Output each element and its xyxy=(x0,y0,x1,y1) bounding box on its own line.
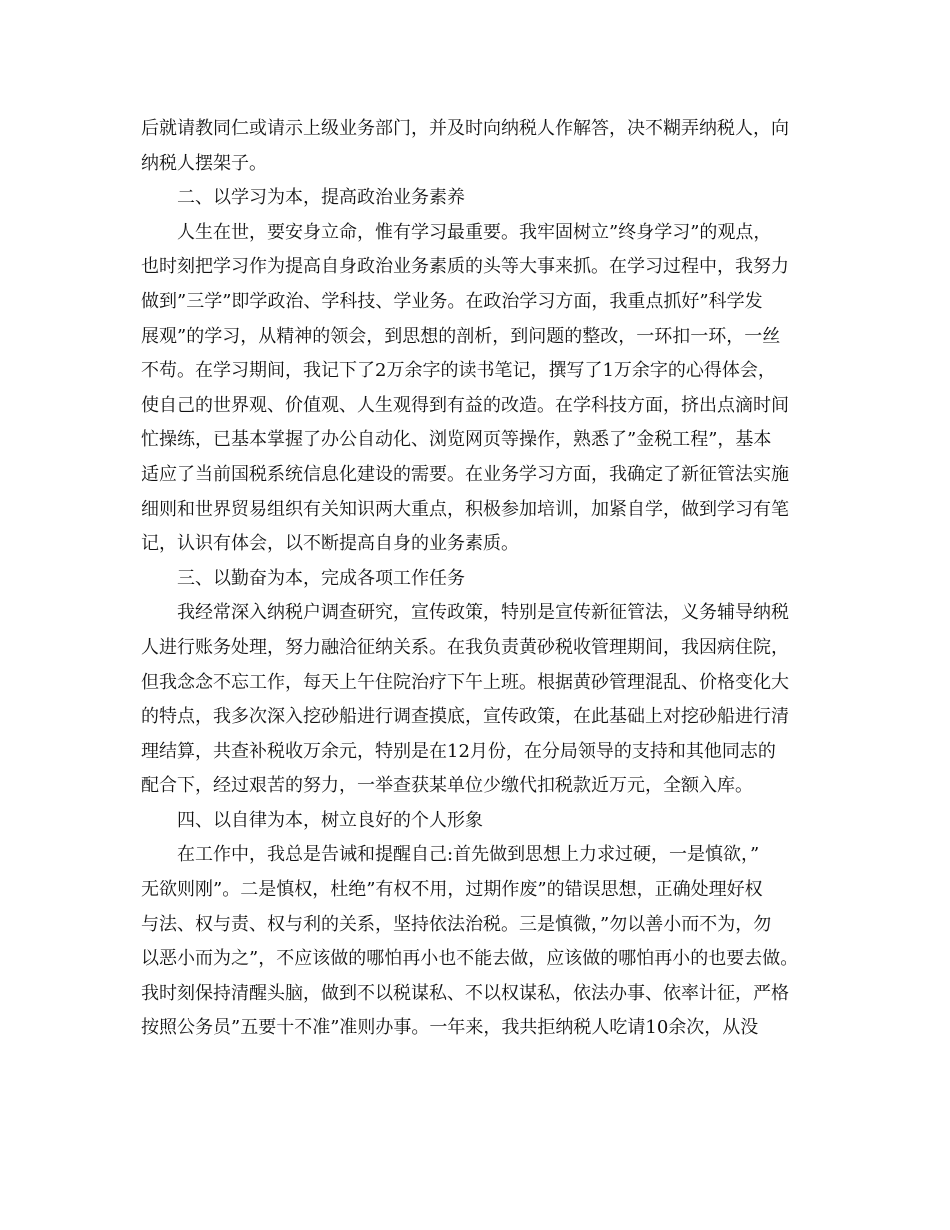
text-line: 人进行账务处理，努力融洽征纳关系。在我负责黄砂税收管理期间，我因病住院， xyxy=(141,636,789,658)
text-line: 理结算，共查补税收万余元，特别是在12月份，在分局领导的支持和其他同志的 xyxy=(141,740,776,762)
paragraph-start-line: 三、以勤奋为本，完成各项工作任务 xyxy=(177,567,465,589)
text-line: 后就请教同仁或请示上级业务部门，并及时向纳税人作解答，决不糊弄纳税人，向 xyxy=(141,118,789,139)
text-line: 配合下，经过艰苦的努力，一举查获某单位少缴代扣税款近万元，全额入库。 xyxy=(141,775,753,797)
text-line: 适应了当前国税系统信息化建设的需要。在业务学习方面，我确定了新征管法实施 xyxy=(141,463,789,485)
text-line: 也时刻把学习作为提高自身政治业务素质的头等大事来抓。在学习过程中，我努力 xyxy=(141,256,789,278)
text-line: 以恶小而为之”，不应该做的哪怕再小也不能去做，应该做的哪怕再小的也要去做。 xyxy=(141,948,799,970)
text-line: 纳税人摆架子。 xyxy=(141,152,267,174)
text-line: 做到”三学”即学政治、学科技、学业务。在政治学习方面，我重点抓好”科学发 xyxy=(141,290,763,312)
text-line: 不苟。在学习期间，我记下了2万余字的读书笔记，撰写了1万余字的心得体会， xyxy=(141,360,776,382)
paragraph-start-line: 四、以自律为本，树立良好的个人形象 xyxy=(177,809,483,831)
document-body xyxy=(141,112,821,1046)
text-line: 忙操练，已基本掌握了办公自动化、浏览网页等操作，熟悉了”金税工程”，基本 xyxy=(141,429,772,451)
text-line: 无欲则刚”。二是慎权，杜绝”有权不用，过期作废”的错误思想，正确处理好权 xyxy=(141,879,763,901)
text-line: 记，认识有体会，以不断提高自身的业务素质。 xyxy=(141,533,519,555)
paragraph-start-line: 在工作中，我总是告诫和提醒自己:首先做到思想上力求过硬，一是慎欲，” xyxy=(177,844,760,866)
text-line: 细则和世界贸易组织有关知识两大重点，积极参加培训，加紧自学，做到学习有笔 xyxy=(141,498,789,520)
paragraph-start-line: 二、以学习为本，提高政治业务素养 xyxy=(177,187,465,209)
text-line: 的特点，我多次深入挖砂船进行调查摸底，宣传政策，在此基础上对挖砂船进行清 xyxy=(141,706,789,728)
text-line: 与法、权与责、权与利的关系，坚持依法治税。三是慎微，”勿以善小而不为，勿 xyxy=(141,913,772,935)
text-line: 展观”的学习，从精神的领会，到思想的剖析，到问题的整改，一环扣一环，一丝 xyxy=(141,325,781,347)
paragraph-start-line: 我经常深入纳税户调查研究，宣传政策，特别是宣传新征管法，义务辅导纳税 xyxy=(177,602,789,624)
text-line: 我时刻保持清醒头脑，做到不以税谋私、不以权谋私，依法办事、依率计征，严格 xyxy=(141,982,789,1004)
paragraph-start-line: 人生在世，要安身立命，惟有学习最重要。我牢固树立”终身学习”的观点， xyxy=(177,221,772,243)
text-line: 但我念念不忘工作，每天上午住院治疗下午上班。根据黄砂管理混乱、价格变化大 xyxy=(141,671,789,693)
text-line: 按照公务员”五要十不准”准则办事。一年来，我共拒纳税人吃请10余次，从没 xyxy=(141,1017,759,1039)
text-line: 使自己的世界观、价值观、人生观得到有益的改造。在学科技方面，挤出点滴时间 xyxy=(141,394,789,416)
